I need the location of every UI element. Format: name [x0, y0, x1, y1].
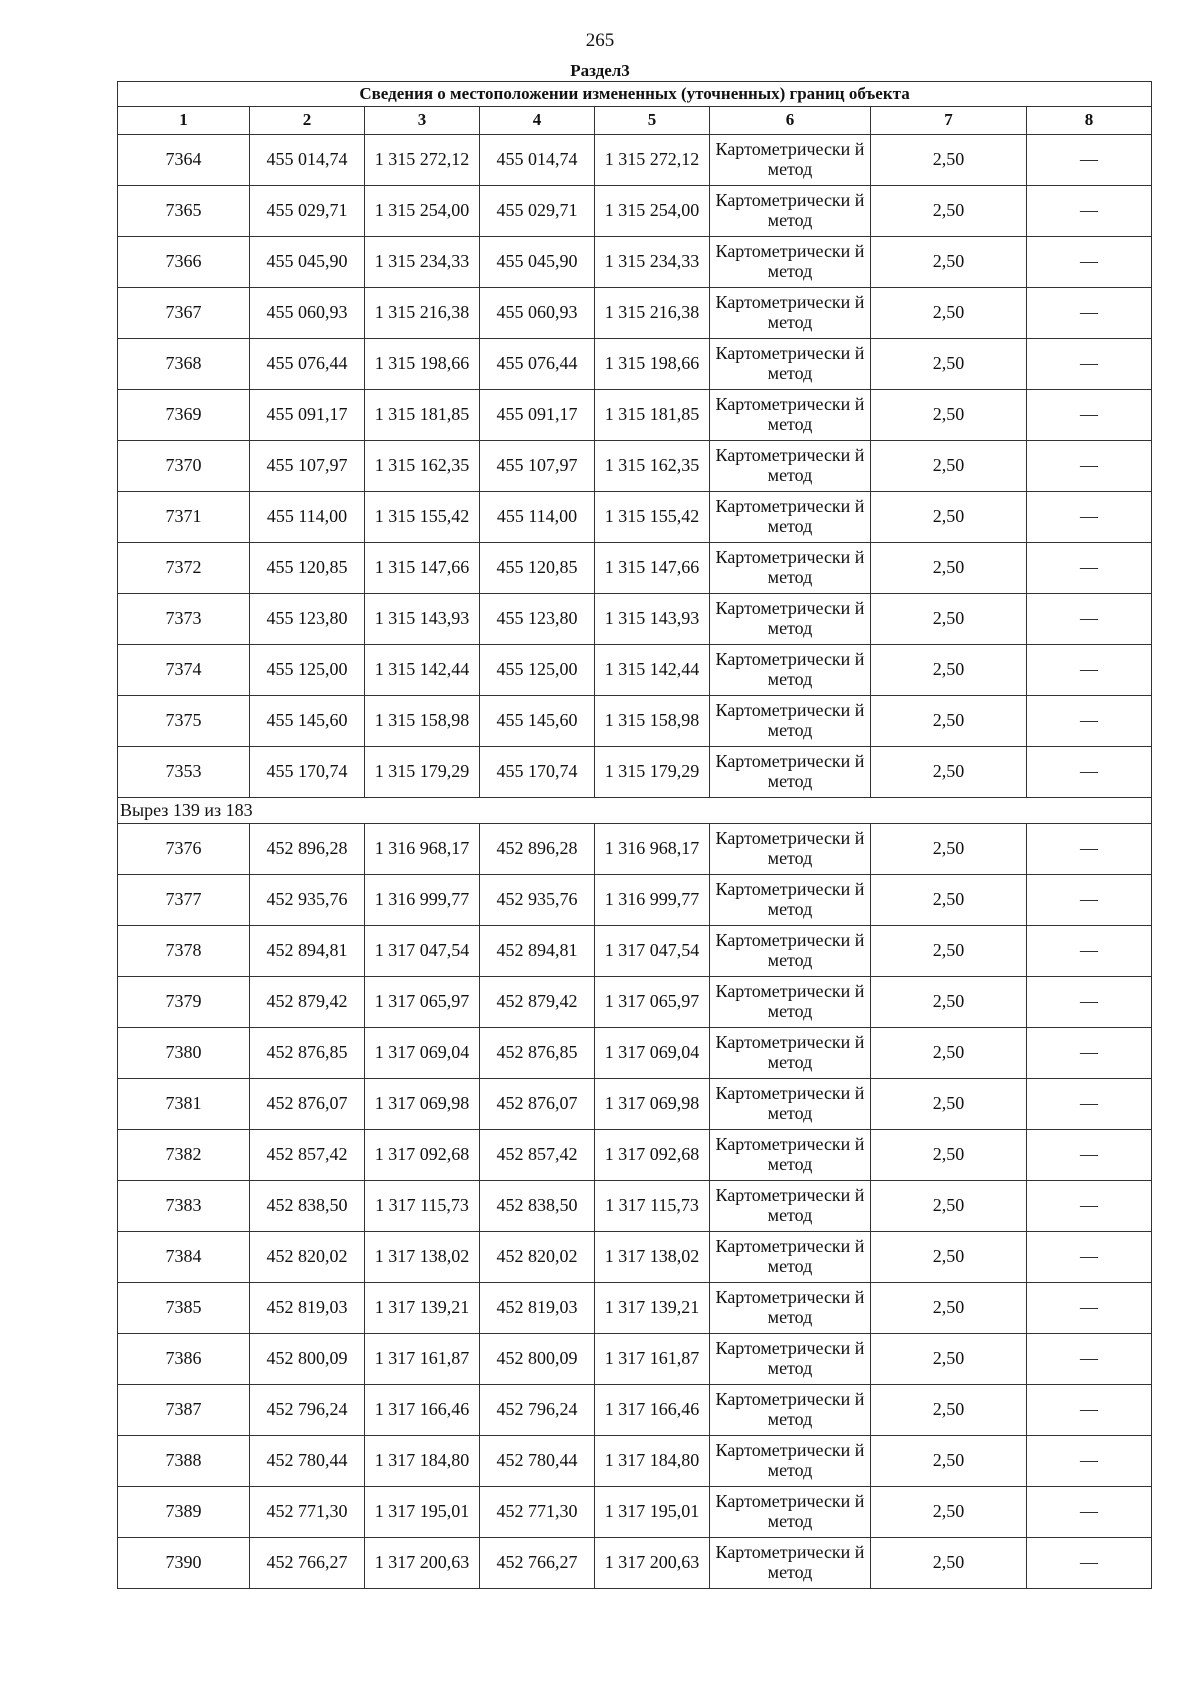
y-coordinate-cell: 1 317 139,21 [595, 1283, 710, 1334]
y-coordinate-cell: 1 317 092,68 [595, 1130, 710, 1181]
point-number-cell: 7368 [118, 339, 250, 390]
accuracy-cell: 2,50 [871, 135, 1027, 186]
point-number-cell: 7380 [118, 1028, 250, 1079]
description-cell: — [1027, 1283, 1152, 1334]
x-coordinate-cell: 455 029,71 [480, 186, 595, 237]
column-header: 5 [595, 107, 710, 135]
table-row [118, 875, 1152, 926]
method-cell: Картометрически й метод [710, 288, 871, 339]
y-coordinate-cell: 1 317 069,04 [595, 1028, 710, 1079]
point-number-cell: 7367 [118, 288, 250, 339]
x-coordinate-cell: 452 766,27 [250, 1538, 365, 1589]
section-title: Раздел3 [570, 61, 630, 80]
y-coordinate-cell: 1 317 161,87 [365, 1334, 480, 1385]
point-number-cell: 7388 [118, 1436, 250, 1487]
x-coordinate-cell: 455 014,74 [480, 135, 595, 186]
y-coordinate-cell: 1 315 143,93 [365, 594, 480, 645]
y-coordinate-cell: 1 315 181,85 [365, 390, 480, 441]
x-coordinate-cell: 455 125,00 [480, 645, 595, 696]
accuracy-cell: 2,50 [871, 237, 1027, 288]
x-coordinate-cell: 455 125,00 [250, 645, 365, 696]
accuracy-cell: 2,50 [871, 1079, 1027, 1130]
y-coordinate-cell: 1 317 047,54 [595, 926, 710, 977]
table-body [118, 82, 1152, 1589]
y-coordinate-cell: 1 317 184,80 [365, 1436, 480, 1487]
description-cell: — [1027, 1334, 1152, 1385]
boundary-coordinates-table [117, 81, 1152, 1589]
x-coordinate-cell: 452 879,42 [480, 977, 595, 1028]
point-number-cell: 7387 [118, 1385, 250, 1436]
point-number-cell: 7385 [118, 1283, 250, 1334]
x-coordinate-cell: 452 894,81 [250, 926, 365, 977]
x-coordinate-cell: 452 820,02 [480, 1232, 595, 1283]
point-number-cell: 7382 [118, 1130, 250, 1181]
column-number-row [118, 107, 1152, 135]
column-header: 6 [710, 107, 871, 135]
table-row [118, 594, 1152, 645]
table-row [118, 288, 1152, 339]
accuracy-cell: 2,50 [871, 926, 1027, 977]
y-coordinate-cell: 1 315 142,44 [365, 645, 480, 696]
point-number-cell: 7371 [118, 492, 250, 543]
group-title-row [118, 798, 1152, 824]
x-coordinate-cell: 455 014,74 [250, 135, 365, 186]
accuracy-cell: 2,50 [871, 1232, 1027, 1283]
method-cell: Картометрически й метод [710, 390, 871, 441]
table-row [118, 492, 1152, 543]
point-number-cell: 7375 [118, 696, 250, 747]
x-coordinate-cell: 452 876,07 [250, 1079, 365, 1130]
method-cell: Картометрически й метод [710, 186, 871, 237]
x-coordinate-cell: 455 145,60 [250, 696, 365, 747]
y-coordinate-cell: 1 317 200,63 [365, 1538, 480, 1589]
point-number-cell: 7377 [118, 875, 250, 926]
description-cell: — [1027, 492, 1152, 543]
x-coordinate-cell: 455 120,85 [480, 543, 595, 594]
method-cell: Картометрически й метод [710, 645, 871, 696]
table-row [118, 1079, 1152, 1130]
y-coordinate-cell: 1 317 069,98 [365, 1079, 480, 1130]
accuracy-cell: 2,50 [871, 390, 1027, 441]
y-coordinate-cell: 1 316 968,17 [365, 824, 480, 875]
x-coordinate-cell: 452 766,27 [480, 1538, 595, 1589]
accuracy-cell: 2,50 [871, 1028, 1027, 1079]
table-row [118, 543, 1152, 594]
accuracy-cell: 2,50 [871, 1487, 1027, 1538]
x-coordinate-cell: 452 838,50 [250, 1181, 365, 1232]
point-number-cell: 7376 [118, 824, 250, 875]
x-coordinate-cell: 452 780,44 [250, 1436, 365, 1487]
method-cell: Картометрически й метод [710, 1385, 871, 1436]
method-cell: Картометрически й метод [710, 1028, 871, 1079]
description-cell: — [1027, 824, 1152, 875]
table-row [118, 977, 1152, 1028]
y-coordinate-cell: 1 317 069,04 [365, 1028, 480, 1079]
y-coordinate-cell: 1 315 198,66 [365, 339, 480, 390]
page-number: 265 [585, 30, 615, 51]
y-coordinate-cell: 1 315 272,12 [365, 135, 480, 186]
accuracy-cell: 2,50 [871, 747, 1027, 798]
point-number-cell: 7372 [118, 543, 250, 594]
accuracy-cell: 2,50 [871, 1130, 1027, 1181]
description-cell: — [1027, 237, 1152, 288]
x-coordinate-cell: 452 894,81 [480, 926, 595, 977]
x-coordinate-cell: 452 819,03 [250, 1283, 365, 1334]
method-cell: Картометрически й метод [710, 1283, 871, 1334]
y-coordinate-cell: 1 315 147,66 [365, 543, 480, 594]
point-number-cell: 7379 [118, 977, 250, 1028]
table-caption: Сведения о местоположении измененных (уточненных) границ объекта [118, 82, 1152, 107]
description-cell: — [1027, 747, 1152, 798]
x-coordinate-cell: 455 170,74 [480, 747, 595, 798]
y-coordinate-cell: 1 315 216,38 [595, 288, 710, 339]
description-cell: — [1027, 1538, 1152, 1589]
y-coordinate-cell: 1 316 999,77 [595, 875, 710, 926]
x-coordinate-cell: 455 091,17 [480, 390, 595, 441]
table-row [118, 1028, 1152, 1079]
description-cell: — [1027, 645, 1152, 696]
method-cell: Картометрически й метод [710, 926, 871, 977]
y-coordinate-cell: 1 317 138,02 [365, 1232, 480, 1283]
x-coordinate-cell: 452 800,09 [480, 1334, 595, 1385]
column-header: 8 [1027, 107, 1152, 135]
y-coordinate-cell: 1 317 195,01 [595, 1487, 710, 1538]
accuracy-cell: 2,50 [871, 1283, 1027, 1334]
x-coordinate-cell: 455 170,74 [250, 747, 365, 798]
description-cell: — [1027, 1079, 1152, 1130]
y-coordinate-cell: 1 315 155,42 [595, 492, 710, 543]
y-coordinate-cell: 1 315 158,98 [595, 696, 710, 747]
y-coordinate-cell: 1 315 143,93 [595, 594, 710, 645]
column-header: 4 [480, 107, 595, 135]
x-coordinate-cell: 455 060,93 [480, 288, 595, 339]
x-coordinate-cell: 452 780,44 [480, 1436, 595, 1487]
description-cell: — [1027, 1130, 1152, 1181]
accuracy-cell: 2,50 [871, 1181, 1027, 1232]
point-number-cell: 7384 [118, 1232, 250, 1283]
x-coordinate-cell: 452 819,03 [480, 1283, 595, 1334]
table-row [118, 645, 1152, 696]
y-coordinate-cell: 1 316 999,77 [365, 875, 480, 926]
method-cell: Картометрически й метод [710, 135, 871, 186]
x-coordinate-cell: 455 060,93 [250, 288, 365, 339]
y-coordinate-cell: 1 317 138,02 [595, 1232, 710, 1283]
y-coordinate-cell: 1 317 161,87 [595, 1334, 710, 1385]
method-cell: Картометрически й метод [710, 594, 871, 645]
accuracy-cell: 2,50 [871, 1385, 1027, 1436]
x-coordinate-cell: 452 800,09 [250, 1334, 365, 1385]
accuracy-cell: 2,50 [871, 1538, 1027, 1589]
point-number-cell: 7370 [118, 441, 250, 492]
description-cell: — [1027, 339, 1152, 390]
y-coordinate-cell: 1 317 115,73 [365, 1181, 480, 1232]
table-row [118, 1385, 1152, 1436]
x-coordinate-cell: 455 145,60 [480, 696, 595, 747]
x-coordinate-cell: 452 876,85 [480, 1028, 595, 1079]
x-coordinate-cell: 452 935,76 [480, 875, 595, 926]
x-coordinate-cell: 455 114,00 [250, 492, 365, 543]
description-cell: — [1027, 1232, 1152, 1283]
method-cell: Картометрически й метод [710, 824, 871, 875]
accuracy-cell: 2,50 [871, 977, 1027, 1028]
accuracy-cell: 2,50 [871, 875, 1027, 926]
y-coordinate-cell: 1 315 179,29 [365, 747, 480, 798]
y-coordinate-cell: 1 317 092,68 [365, 1130, 480, 1181]
description-cell: — [1027, 135, 1152, 186]
method-cell: Картометрически й метод [710, 1181, 871, 1232]
method-cell: Картометрически й метод [710, 1130, 871, 1181]
x-coordinate-cell: 452 771,30 [250, 1487, 365, 1538]
x-coordinate-cell: 455 123,80 [480, 594, 595, 645]
y-coordinate-cell: 1 315 162,35 [365, 441, 480, 492]
description-cell: — [1027, 1487, 1152, 1538]
point-number-cell: 7366 [118, 237, 250, 288]
method-cell: Картометрически й метод [710, 875, 871, 926]
table-row [118, 237, 1152, 288]
y-coordinate-cell: 1 317 200,63 [595, 1538, 710, 1589]
accuracy-cell: 2,50 [871, 492, 1027, 543]
y-coordinate-cell: 1 315 254,00 [365, 186, 480, 237]
description-cell: — [1027, 186, 1152, 237]
accuracy-cell: 2,50 [871, 543, 1027, 594]
accuracy-cell: 2,50 [871, 441, 1027, 492]
column-header: 2 [250, 107, 365, 135]
x-coordinate-cell: 452 935,76 [250, 875, 365, 926]
description-cell: — [1027, 977, 1152, 1028]
x-coordinate-cell: 455 029,71 [250, 186, 365, 237]
point-number-cell: 7353 [118, 747, 250, 798]
y-coordinate-cell: 1 315 179,29 [595, 747, 710, 798]
point-number-cell: 7369 [118, 390, 250, 441]
y-coordinate-cell: 1 317 139,21 [365, 1283, 480, 1334]
table-row [118, 1283, 1152, 1334]
description-cell: — [1027, 288, 1152, 339]
description-cell: — [1027, 1385, 1152, 1436]
y-coordinate-cell: 1 317 115,73 [595, 1181, 710, 1232]
point-number-cell: 7389 [118, 1487, 250, 1538]
column-header: 1 [118, 107, 250, 135]
x-coordinate-cell: 455 107,97 [250, 441, 365, 492]
point-number-cell: 7373 [118, 594, 250, 645]
table-caption-row [118, 82, 1152, 107]
accuracy-cell: 2,50 [871, 339, 1027, 390]
description-cell: — [1027, 594, 1152, 645]
method-cell: Картометрически й метод [710, 1334, 871, 1385]
method-cell: Картометрически й метод [710, 696, 871, 747]
x-coordinate-cell: 452 896,28 [250, 824, 365, 875]
method-cell: Картометрически й метод [710, 1487, 871, 1538]
table-row [118, 339, 1152, 390]
method-cell: Картометрически й метод [710, 1538, 871, 1589]
column-header: 7 [871, 107, 1027, 135]
x-coordinate-cell: 452 796,24 [250, 1385, 365, 1436]
x-coordinate-cell: 455 091,17 [250, 390, 365, 441]
point-number-cell: 7386 [118, 1334, 250, 1385]
y-coordinate-cell: 1 315 158,98 [365, 696, 480, 747]
accuracy-cell: 2,50 [871, 1334, 1027, 1385]
y-coordinate-cell: 1 315 155,42 [365, 492, 480, 543]
x-coordinate-cell: 452 820,02 [250, 1232, 365, 1283]
y-coordinate-cell: 1 317 166,46 [595, 1385, 710, 1436]
table-row [118, 1232, 1152, 1283]
y-coordinate-cell: 1 315 162,35 [595, 441, 710, 492]
accuracy-cell: 2,50 [871, 645, 1027, 696]
point-number-cell: 7378 [118, 926, 250, 977]
table-row [118, 1334, 1152, 1385]
x-coordinate-cell: 455 076,44 [250, 339, 365, 390]
x-coordinate-cell: 452 879,42 [250, 977, 365, 1028]
table-row [118, 926, 1152, 977]
y-coordinate-cell: 1 315 254,00 [595, 186, 710, 237]
table-row [118, 135, 1152, 186]
group-title: Вырез 139 из 183 [118, 798, 1152, 824]
table-row [118, 1130, 1152, 1181]
column-header: 3 [365, 107, 480, 135]
x-coordinate-cell: 452 771,30 [480, 1487, 595, 1538]
point-number-cell: 7383 [118, 1181, 250, 1232]
accuracy-cell: 2,50 [871, 696, 1027, 747]
point-number-cell: 7365 [118, 186, 250, 237]
x-coordinate-cell: 452 857,42 [480, 1130, 595, 1181]
y-coordinate-cell: 1 315 142,44 [595, 645, 710, 696]
x-coordinate-cell: 455 107,97 [480, 441, 595, 492]
x-coordinate-cell: 455 120,85 [250, 543, 365, 594]
x-coordinate-cell: 452 838,50 [480, 1181, 595, 1232]
table-row [118, 824, 1152, 875]
description-cell: — [1027, 696, 1152, 747]
table-row [118, 1538, 1152, 1589]
method-cell: Картометрически й метод [710, 441, 871, 492]
x-coordinate-cell: 455 076,44 [480, 339, 595, 390]
description-cell: — [1027, 390, 1152, 441]
method-cell: Картометрически й метод [710, 977, 871, 1028]
table-row [118, 696, 1152, 747]
method-cell: Картометрически й метод [710, 543, 871, 594]
method-cell: Картометрически й метод [710, 1436, 871, 1487]
x-coordinate-cell: 455 045,90 [250, 237, 365, 288]
method-cell: Картометрически й метод [710, 492, 871, 543]
y-coordinate-cell: 1 315 216,38 [365, 288, 480, 339]
x-coordinate-cell: 455 114,00 [480, 492, 595, 543]
point-number-cell: 7381 [118, 1079, 250, 1130]
point-number-cell: 7364 [118, 135, 250, 186]
description-cell: — [1027, 543, 1152, 594]
table-row [118, 1181, 1152, 1232]
description-cell: — [1027, 1181, 1152, 1232]
x-coordinate-cell: 455 123,80 [250, 594, 365, 645]
y-coordinate-cell: 1 317 047,54 [365, 926, 480, 977]
accuracy-cell: 2,50 [871, 186, 1027, 237]
table-row [118, 186, 1152, 237]
y-coordinate-cell: 1 317 166,46 [365, 1385, 480, 1436]
y-coordinate-cell: 1 317 195,01 [365, 1487, 480, 1538]
y-coordinate-cell: 1 315 272,12 [595, 135, 710, 186]
table-row [118, 1436, 1152, 1487]
method-cell: Картометрически й метод [710, 1079, 871, 1130]
x-coordinate-cell: 452 876,07 [480, 1079, 595, 1130]
y-coordinate-cell: 1 316 968,17 [595, 824, 710, 875]
x-coordinate-cell: 452 796,24 [480, 1385, 595, 1436]
x-coordinate-cell: 455 045,90 [480, 237, 595, 288]
accuracy-cell: 2,50 [871, 824, 1027, 875]
point-number-cell: 7390 [118, 1538, 250, 1589]
table-row [118, 441, 1152, 492]
y-coordinate-cell: 1 317 065,97 [365, 977, 480, 1028]
method-cell: Картометрически й метод [710, 339, 871, 390]
description-cell: — [1027, 926, 1152, 977]
table-row [118, 390, 1152, 441]
accuracy-cell: 2,50 [871, 1436, 1027, 1487]
y-coordinate-cell: 1 317 069,98 [595, 1079, 710, 1130]
y-coordinate-cell: 1 317 184,80 [595, 1436, 710, 1487]
y-coordinate-cell: 1 315 181,85 [595, 390, 710, 441]
x-coordinate-cell: 452 876,85 [250, 1028, 365, 1079]
y-coordinate-cell: 1 315 198,66 [595, 339, 710, 390]
y-coordinate-cell: 1 317 065,97 [595, 977, 710, 1028]
accuracy-cell: 2,50 [871, 594, 1027, 645]
y-coordinate-cell: 1 315 234,33 [595, 237, 710, 288]
method-cell: Картометрически й метод [710, 747, 871, 798]
description-cell: — [1027, 875, 1152, 926]
description-cell: — [1027, 1028, 1152, 1079]
table-row [118, 1487, 1152, 1538]
accuracy-cell: 2,50 [871, 288, 1027, 339]
x-coordinate-cell: 452 896,28 [480, 824, 595, 875]
description-cell: — [1027, 441, 1152, 492]
y-coordinate-cell: 1 315 234,33 [365, 237, 480, 288]
table-row [118, 747, 1152, 798]
point-number-cell: 7374 [118, 645, 250, 696]
method-cell: Картометрически й метод [710, 1232, 871, 1283]
description-cell: — [1027, 1436, 1152, 1487]
y-coordinate-cell: 1 315 147,66 [595, 543, 710, 594]
x-coordinate-cell: 452 857,42 [250, 1130, 365, 1181]
method-cell: Картометрически й метод [710, 237, 871, 288]
